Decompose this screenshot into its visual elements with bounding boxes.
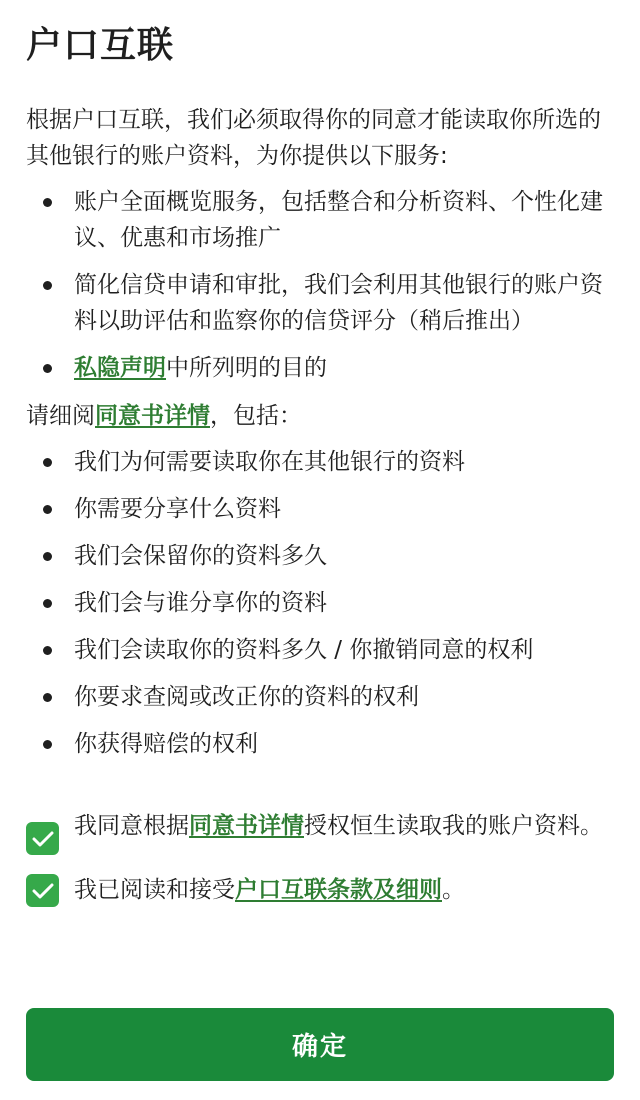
consent-checkboxes xyxy=(26,808,614,908)
list-item xyxy=(26,491,614,527)
detail-item-text: 我们会保留你的资料多久 xyxy=(74,543,327,569)
detail-item-text: 我们会与谁分享你的资料 xyxy=(74,590,327,616)
list-item xyxy=(26,679,614,715)
list-item xyxy=(26,726,614,762)
list-item xyxy=(26,184,614,256)
list-item xyxy=(26,585,614,621)
bullet-icon xyxy=(43,505,52,514)
service-item-text: 账户全面概览服务，包括整合和分析资料、个性化建议、优惠和市场推广 xyxy=(74,189,603,251)
consent-details-link[interactable]: 同意书详情 xyxy=(95,403,210,429)
confirm-button[interactable]: 确定 xyxy=(26,1008,614,1081)
terms-checkbox[interactable] xyxy=(26,874,59,907)
privacy-suffix-text: 中所列明的目的 xyxy=(166,355,327,381)
list-item xyxy=(26,538,614,574)
detail-item-text: 我们为何需要读取你在其他银行的资料 xyxy=(74,449,465,475)
page-title: 户口互联 xyxy=(26,25,175,66)
consent-prefix: 我同意根据 xyxy=(74,813,189,839)
list-item xyxy=(26,350,614,386)
details-intro xyxy=(26,398,614,434)
consent-details-link-2[interactable]: 同意书详情 xyxy=(189,813,304,839)
terms-link[interactable]: 户口互联条款及细则 xyxy=(235,877,442,903)
service-item-text: 简化信贷申请和审批，我们会利用其他银行的账户资料以助评估和监察你的信贷评分（稍后推出） xyxy=(74,272,603,334)
details-list xyxy=(26,444,614,762)
bullet-icon xyxy=(43,458,52,467)
checkmark-icon xyxy=(32,830,54,848)
services-list xyxy=(26,184,614,386)
bullet-icon xyxy=(43,693,52,702)
details-suffix: ，包括： xyxy=(210,403,302,429)
list-item xyxy=(26,267,614,339)
privacy-statement-link[interactable]: 私隐声明 xyxy=(74,355,166,381)
detail-item-text: 你获得赔偿的权利 xyxy=(74,731,258,757)
bullet-icon xyxy=(43,552,52,561)
details-prefix: 请细阅 xyxy=(26,403,95,429)
detail-item-text: 你需要分享什么资料 xyxy=(74,496,281,522)
bullet-icon xyxy=(43,599,52,608)
intro-text: 根据户口互联，我们必须取得你的同意才能读取你所选的其他银行的账户资料，为你提供以下服务: xyxy=(26,107,601,169)
bullet-icon xyxy=(43,281,52,290)
consent-checkbox[interactable] xyxy=(26,822,59,855)
list-item xyxy=(26,632,614,668)
detail-item-text: 你要求查阅或改正你的资料的权利 xyxy=(74,684,419,710)
checkmark-icon xyxy=(32,882,54,900)
consent-suffix: 授权恒生读取我的账户资料。 xyxy=(304,813,603,839)
detail-item-text: 我们会读取你的资料多久 / 你撤销同意的权利 xyxy=(74,637,534,663)
bullet-icon xyxy=(43,364,52,373)
terms-suffix: 。 xyxy=(442,877,465,903)
consent-row xyxy=(26,808,614,844)
list-item xyxy=(26,444,614,480)
bullet-icon xyxy=(43,646,52,655)
terms-prefix: 我已阅读和接受 xyxy=(74,877,235,903)
bullet-icon xyxy=(43,198,52,207)
bullet-icon xyxy=(43,740,52,749)
terms-row xyxy=(26,872,614,908)
